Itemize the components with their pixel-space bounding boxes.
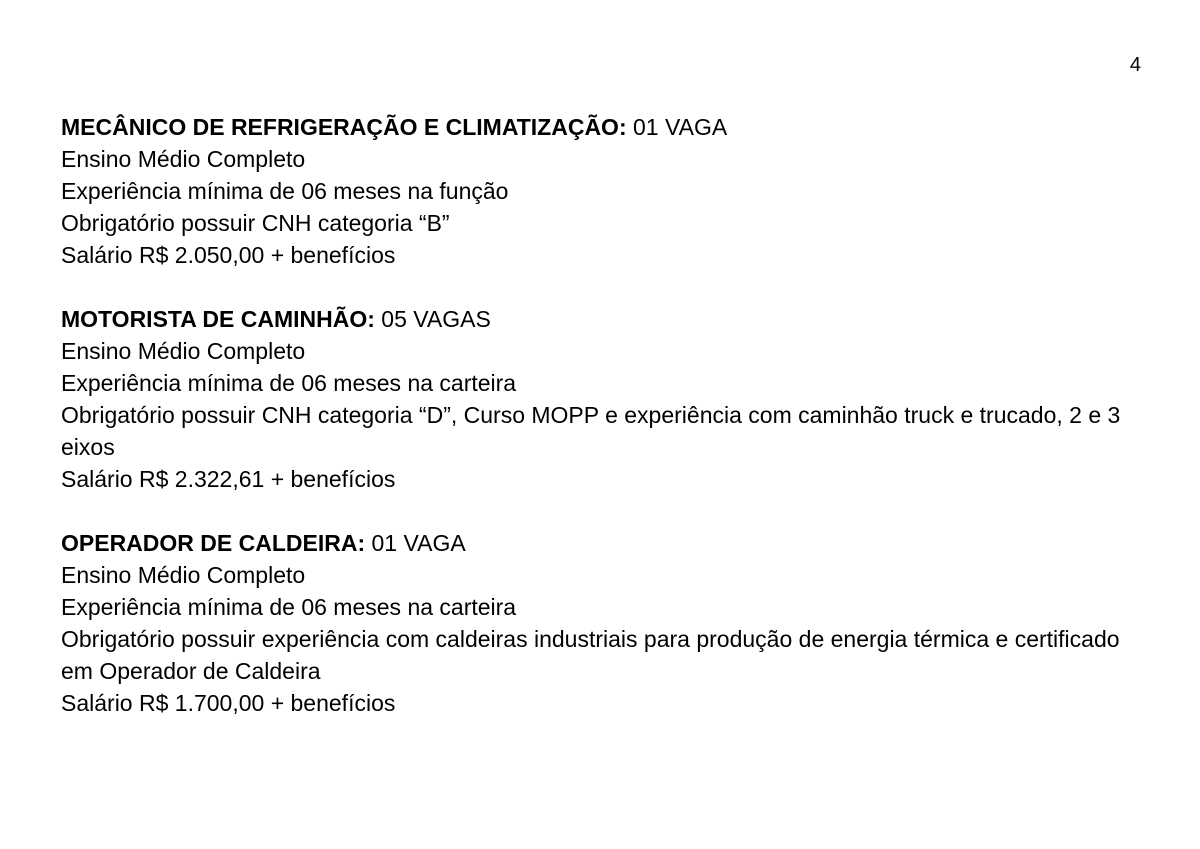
job-vacancies: 01 VAGA bbox=[626, 114, 728, 140]
job-heading bbox=[61, 303, 1151, 335]
job-requirement: Obrigatório possuir CNH categoria “B” bbox=[61, 210, 450, 236]
job-education: Ensino Médio Completo bbox=[61, 338, 306, 364]
job-heading bbox=[61, 111, 1151, 143]
job-salary: Salário R$ 2.322,61 + benefícios bbox=[61, 466, 396, 492]
job-title: MECÂNICO DE REFRIGERAÇÃO E CLIMATIZAÇÃO: bbox=[61, 114, 627, 140]
job-education: Ensino Médio Completo bbox=[61, 562, 306, 588]
job-vacancies: 01 VAGA bbox=[365, 530, 466, 556]
job-requirement: Obrigatório possuir experiência com caldeiras industriais para produção de energia térmica e certificado em Operador de Caldeira bbox=[61, 626, 1120, 684]
job-salary: Salário R$ 1.700,00 + benefícios bbox=[61, 690, 396, 716]
job-listing-mecanico bbox=[61, 111, 1151, 271]
job-salary: Salário R$ 2.050,00 + benefícios bbox=[61, 242, 396, 268]
page-number: 4 bbox=[1129, 54, 1141, 76]
job-listing-operador bbox=[61, 527, 1151, 719]
job-experience: Experiência mínima de 06 meses na função bbox=[61, 178, 509, 204]
job-vacancies: 05 VAGAS bbox=[374, 306, 491, 332]
job-listings bbox=[61, 111, 1151, 751]
job-listing-motorista bbox=[61, 303, 1151, 495]
job-experience: Experiência mínima de 06 meses na carteira bbox=[61, 370, 517, 396]
job-heading bbox=[61, 527, 1151, 559]
job-requirement: Obrigatório possuir CNH categoria “D”, Curso MOPP e experiência com caminhão truck e trucado, 2 e 3 eixos bbox=[61, 402, 1121, 460]
job-title: OPERADOR DE CALDEIRA: bbox=[61, 530, 366, 556]
job-education: Ensino Médio Completo bbox=[61, 146, 306, 172]
job-experience: Experiência mínima de 06 meses na carteira bbox=[61, 594, 517, 620]
job-title: MOTORISTA DE CAMINHÃO: bbox=[61, 306, 375, 332]
